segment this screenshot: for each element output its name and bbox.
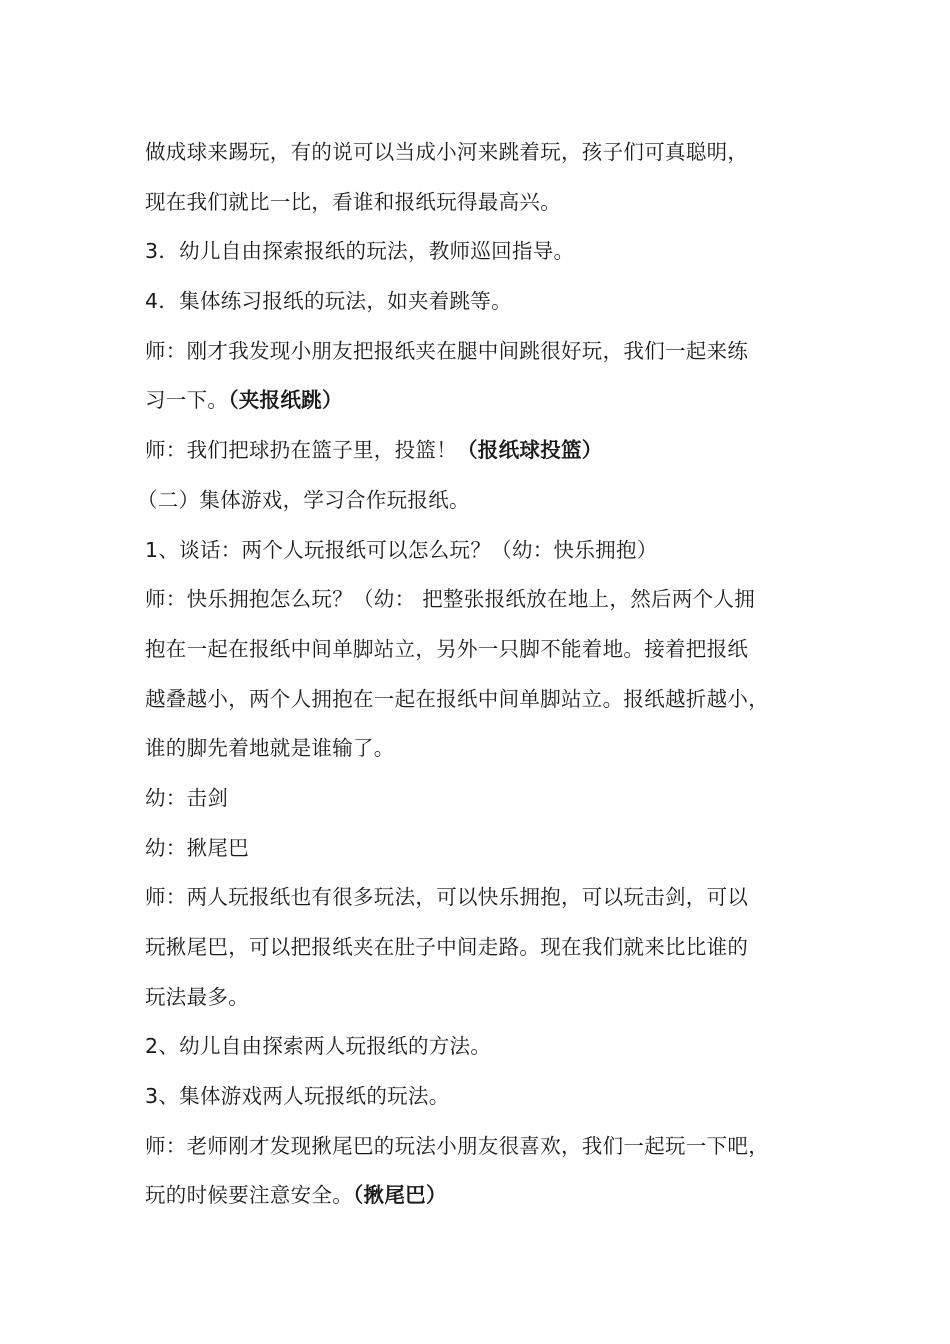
step-2-line: 2、幼儿自由探索两人玩报纸的方法。 [145,1034,492,1059]
child-line: 幼：揪尾巴 [145,835,249,860]
teacher-line: 师：刚才我发现小朋友把报纸夹在腿中间跳很好玩，我们一起来练 [145,338,749,363]
teacher-line: 师：快乐拥抱怎么玩？（幼： 把整张报纸放在地上，然后两个人拥 [145,587,756,612]
step-4-line: 4．集体练习报纸的玩法，如夹着跳等。 [145,289,512,314]
paragraph-line: 谁的脚先着地就是谁输了。 [145,736,395,761]
section-heading: （二）集体游戏，学习合作玩报纸。 [137,487,470,512]
step-1-line: 1、谈话：两个人玩报纸可以怎么玩？（幼：快乐拥抱） [145,537,658,562]
child-line: 幼：击剑 [145,785,229,810]
paragraph-line: 玩揪尾巴，可以把报纸夹在肚子中间走路。现在我们就来比比谁的 [145,935,749,959]
paragraph-line: 做成球来踢玩，有的说可以当成小河来跳着玩，孩子们可真聪明， [145,140,749,164]
bold-annotation: （夹报纸跳） [228,388,343,413]
document-body [137,128,815,1221]
bold-annotation: （揪尾巴） [353,1183,447,1208]
paragraph-line: 抱在一起在报纸中间单脚站立，另外一只脚不能着地。接着把报纸 [145,636,749,661]
paragraph-line: 越叠越小，两个人拥抱在一起在报纸中间单脚站立。报纸越折越小， [145,686,769,711]
paragraph-line: 现在我们就比一比，看谁和报纸玩得最高兴。 [145,189,561,214]
step-3-line: 3、集体游戏两人玩报纸的玩法。 [145,1084,450,1109]
bold-annotation: （报纸球投篮） [457,438,603,463]
teacher-line: 师：两人玩报纸也有很多玩法，可以快乐拥抱，可以玩击剑，可以 [145,885,749,910]
step-3-line: 3．幼儿自由探索报纸的玩法，教师巡回指导。 [145,239,575,264]
teacher-line: 师：老师刚才发现揪尾巴的玩法小朋友很喜欢，我们一起玩一下吧， [145,1133,769,1158]
paragraph-line: 玩的时候要注意安全。（揪尾巴） [145,1183,447,1208]
paragraph-line: 习一下。（夹报纸跳） [145,388,343,413]
paragraph-line: 玩法最多。 [145,984,249,1009]
teacher-line: 师：我们把球扔在篮子里，投篮！（报纸球投篮） [145,438,603,463]
